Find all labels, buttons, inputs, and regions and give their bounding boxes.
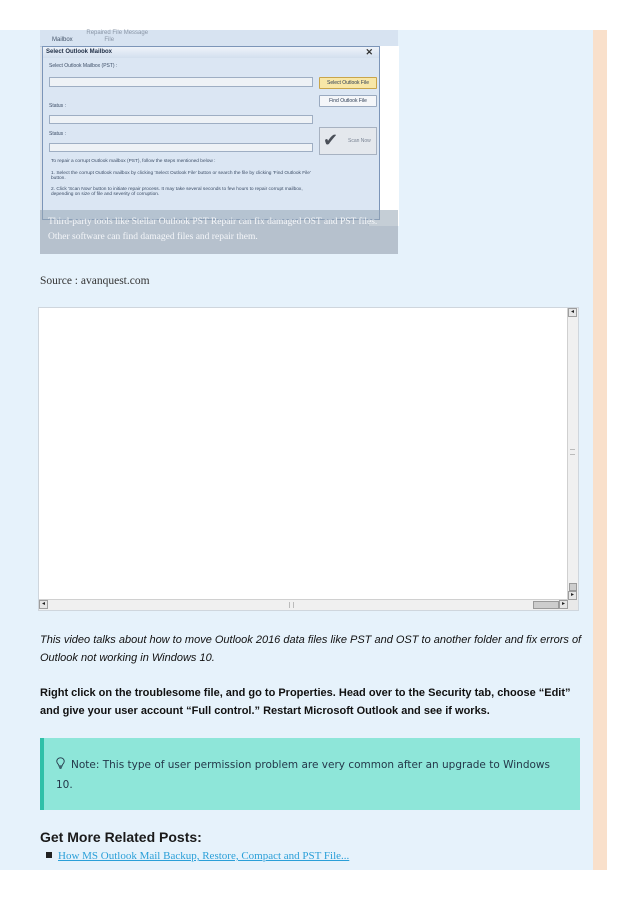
vertical-scrollbar[interactable] bbox=[567, 308, 578, 600]
select-mailbox-dialog bbox=[42, 46, 380, 220]
instructions-intro: To repair a corrupt Outlook mailbox (PST), follow the steps mentioned below : bbox=[51, 159, 216, 164]
instructions-step-1: 1. Select the corrupt Outlook mailbox by clicking 'Select Outlook File' button or search the file by clicking 'Find Outlook File' button. bbox=[51, 171, 311, 181]
scroll-down-arrow-icon[interactable]: ▸ bbox=[568, 591, 577, 600]
image-source: Source : avanquest.com bbox=[40, 275, 150, 287]
status-label-1: Status : bbox=[49, 103, 66, 109]
embedded-video-frame[interactable] bbox=[38, 307, 579, 611]
related-post-link[interactable]: How MS Outlook Mail Backup, Restore, Compact and PST File... bbox=[58, 850, 350, 862]
scroll-right-arrow-icon[interactable]: ▸ bbox=[559, 600, 568, 609]
checkmark-icon: ✔ bbox=[323, 130, 339, 150]
ribbon-tabs bbox=[52, 30, 160, 44]
figure-caption bbox=[40, 210, 398, 254]
note-content bbox=[56, 756, 561, 795]
right-sidebar-strip bbox=[593, 30, 607, 870]
scroll-grip-icon bbox=[289, 602, 294, 608]
dialog-titlebar bbox=[43, 47, 379, 58]
list-item bbox=[46, 849, 349, 864]
instructions-step-2: 2. Click 'Scan Now' button to initiate repair process. It may take several seconds to few hours to repair corrupt mailbox, depending on size of file and severity of corruption. bbox=[51, 187, 303, 197]
related-posts-heading: Get More Related Posts: bbox=[40, 829, 202, 845]
scroll-grip-icon bbox=[570, 449, 575, 455]
bullet-icon bbox=[46, 852, 52, 858]
horizontal-scrollbar[interactable] bbox=[39, 599, 568, 610]
instruction-paragraph: Right click on the troublesome file, and go to Properties. Head over to the Security tab, choose “Edit” and give your user account “Full control.” Restart Microsoft Outlook and see if works. bbox=[40, 687, 571, 717]
mailbox-path-field bbox=[49, 77, 313, 87]
scroll-left-arrow-icon[interactable]: ◂ bbox=[39, 600, 48, 609]
scrollbar-corner bbox=[568, 600, 578, 610]
status-progress-2 bbox=[49, 143, 313, 152]
vertical-scroll-thumb[interactable] bbox=[569, 583, 577, 591]
ribbon-tab-repaired bbox=[86, 30, 148, 44]
screenshot-figure bbox=[40, 30, 398, 254]
status-label-2: Status : bbox=[49, 131, 66, 137]
horizontal-scroll-thumb[interactable] bbox=[533, 601, 559, 609]
scroll-up-arrow-icon[interactable]: ◂ bbox=[568, 308, 577, 317]
mailbox-label: Select Outlook Mailbox (PST) : bbox=[49, 63, 118, 69]
dialog-title: Select Outlook Mailbox bbox=[46, 49, 113, 55]
note-text: Note: This type of user permission problem are very common after an upgrade to Windows 10. bbox=[56, 759, 550, 791]
ribbon-tab-mailbox: Mailbox bbox=[52, 37, 73, 43]
figure-caption-text: Third-party tools like Stellar Outlook PST Repair can fix damaged OST and PST files. Other software can find damaged files and repair them. bbox=[48, 217, 378, 242]
scan-now-label: Scan Now bbox=[348, 138, 371, 144]
video-description: This video talks about how to move Outlook 2016 data files like PST and OST to another folder and fix errors of Outlook not working in Windows 10. bbox=[40, 634, 582, 664]
ribbon-tab-repaired-label: Repaired File Message bbox=[86, 30, 149, 36]
scan-now-button bbox=[319, 127, 377, 155]
find-outlook-file-button: Find Outlook File bbox=[319, 95, 377, 107]
outlook-ribbon bbox=[40, 30, 398, 47]
lightbulb-icon bbox=[56, 757, 67, 776]
ribbon-tab-file-label: File bbox=[104, 37, 115, 43]
select-outlook-file-button: Select Outlook File bbox=[319, 77, 377, 89]
related-posts-list bbox=[46, 849, 349, 864]
status-progress-1 bbox=[49, 115, 313, 124]
close-icon: ✕ bbox=[365, 47, 373, 57]
note-box bbox=[40, 738, 580, 810]
